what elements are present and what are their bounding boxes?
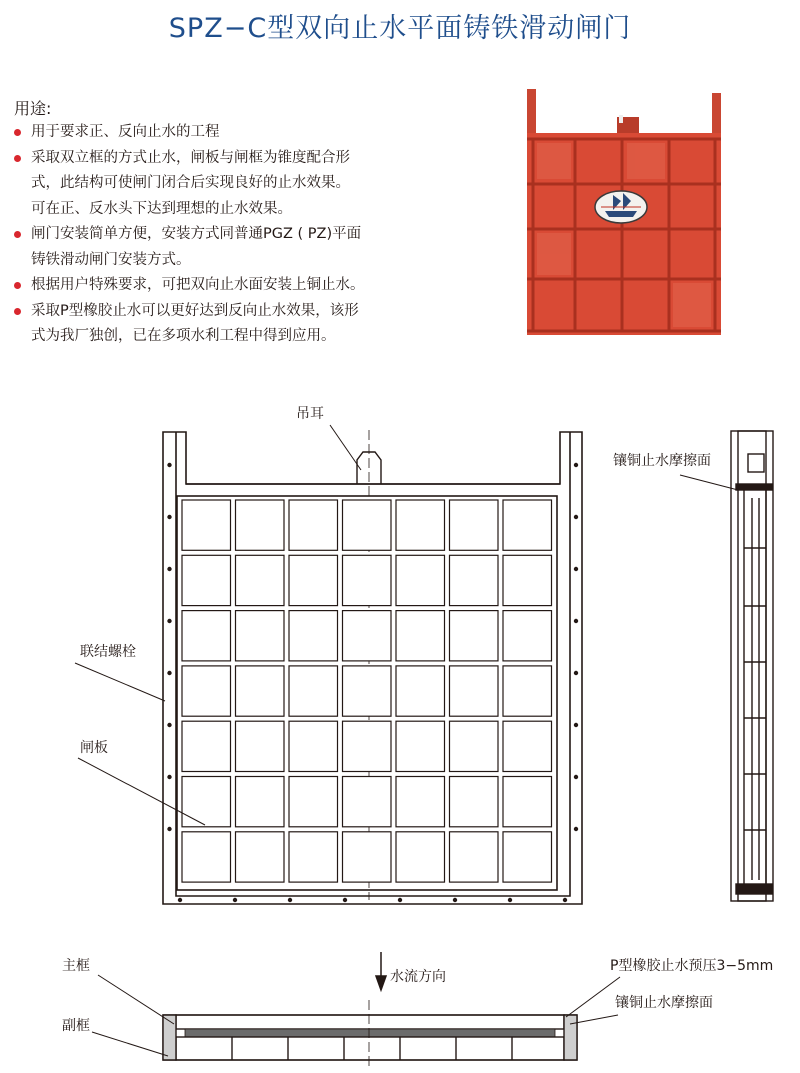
grid-cell xyxy=(236,666,285,716)
grid-cell xyxy=(182,555,231,605)
bolt-icon xyxy=(574,463,578,467)
usage-item-line: 铸铁滑动闸门安装方式。 xyxy=(31,251,191,268)
grid-cell xyxy=(503,611,552,661)
bolt-icon xyxy=(563,898,567,902)
grid-cell xyxy=(503,666,552,716)
grid-cell xyxy=(343,832,392,882)
bolt-icon xyxy=(508,898,512,902)
bolt-icon xyxy=(167,463,171,467)
grid-cell xyxy=(236,777,285,827)
grid-cell xyxy=(503,832,552,882)
grid-cell xyxy=(503,721,552,771)
bolt-icon xyxy=(167,775,171,779)
grid-cell xyxy=(182,500,231,550)
grid-cell xyxy=(236,500,285,550)
usage-item-line: 采取双立框的方式止水，闸板与闸框为锥度配合形 xyxy=(31,149,350,166)
grid-cell xyxy=(343,611,392,661)
label-flow-direction: 水流方向 xyxy=(390,969,446,985)
grid-cell xyxy=(289,777,338,827)
grid-cell xyxy=(289,832,338,882)
grid-cell xyxy=(396,666,445,716)
bolt-icon xyxy=(574,723,578,727)
side-view xyxy=(731,431,773,901)
bullet-dot-icon xyxy=(14,308,21,315)
grid-cell xyxy=(343,777,392,827)
bolt-icon xyxy=(574,827,578,831)
grid-cell xyxy=(396,832,445,882)
flow-arrow xyxy=(376,952,386,990)
grid-cell xyxy=(343,500,392,550)
bolt-icon xyxy=(574,619,578,623)
grid-cell xyxy=(503,500,552,550)
plan-view xyxy=(163,1000,577,1068)
bullet-dot-icon xyxy=(14,129,21,136)
bolt-icon xyxy=(167,619,171,623)
usage-item-line: 式为我厂独创，已在多项水利工程中得到应用。 xyxy=(31,328,336,344)
bolt-icon xyxy=(453,898,457,902)
grid-cell xyxy=(503,777,552,827)
grid-cell xyxy=(289,721,338,771)
grid-cell xyxy=(396,721,445,771)
label-gate-plate: 闸板 xyxy=(80,740,108,756)
grid-cell xyxy=(450,555,499,605)
usage-item-line: 可在正、反水头下达到理想的止水效果。 xyxy=(31,200,292,217)
usage-item xyxy=(14,273,444,299)
bolt-icon xyxy=(574,671,578,675)
grid-cell xyxy=(450,721,499,771)
usage-item-line: 用于要求正、反向止水的工程 xyxy=(31,124,220,140)
bolt-icon xyxy=(398,898,402,902)
label-connecting-bolt: 联结螺栓 xyxy=(80,644,136,660)
grid-cell xyxy=(343,555,392,605)
grid-cell xyxy=(289,666,338,716)
label-p-seal: P型橡胶止水预压3−5mm xyxy=(610,958,774,974)
bolt-icon xyxy=(574,515,578,519)
bolt-icon xyxy=(178,898,182,902)
grid-cell xyxy=(236,832,285,882)
grid-cell xyxy=(289,611,338,661)
grid-cell xyxy=(182,611,231,661)
label-main-frame: 主框 xyxy=(62,958,90,974)
grid-cell xyxy=(343,721,392,771)
bullet-dot-icon xyxy=(14,282,21,289)
bolt-icon xyxy=(574,567,578,571)
bolt-icon xyxy=(233,898,237,902)
label-lifting-lug: 吊耳 xyxy=(296,406,324,422)
grid-cell xyxy=(450,611,499,661)
grid-cell xyxy=(450,500,499,550)
usage-item-line: 式，此结构可使闸门闭合后实现良好的止水效果。 xyxy=(31,175,350,191)
grid-cell xyxy=(396,611,445,661)
bolt-icon xyxy=(167,827,171,831)
grid-cell xyxy=(182,721,231,771)
label-copper-face-bottom: 镶铜止水摩擦面 xyxy=(615,995,713,1011)
grid-cell xyxy=(396,777,445,827)
usage-item-line: 闸门安装简单方便，安装方式同普通PGZ ( PZ)平面 xyxy=(31,226,362,242)
grid-cell xyxy=(236,721,285,771)
label-copper-face-side: 镶铜止水摩擦面 xyxy=(613,453,711,469)
grid-cell xyxy=(182,666,231,716)
gate-photo xyxy=(523,89,733,337)
usage-item-line: 采取P型橡胶止水可以更好达到反向止水效果，该形 xyxy=(31,302,359,319)
technical-drawing xyxy=(0,400,800,1073)
grid-cell xyxy=(182,777,231,827)
grid-cell xyxy=(236,611,285,661)
grid-cell xyxy=(450,832,499,882)
bolt-icon xyxy=(167,671,171,675)
bolt-icon xyxy=(288,898,292,902)
grid-cell xyxy=(236,555,285,605)
bolt-icon xyxy=(167,723,171,727)
bolt-icon xyxy=(574,775,578,779)
grid-cell xyxy=(396,555,445,605)
grid-cell xyxy=(450,666,499,716)
usage-heading: 用途: xyxy=(14,99,52,118)
bullet-dot-icon xyxy=(14,231,21,238)
page-title: SPZ−C型双向止水平面铸铁滑动闸门 xyxy=(168,13,632,44)
grid-cell xyxy=(289,555,338,605)
usage-item xyxy=(14,120,444,146)
grid-cell xyxy=(503,555,552,605)
grid-cell xyxy=(450,777,499,827)
bullet-dot-icon xyxy=(14,155,21,162)
bolt-icon xyxy=(167,567,171,571)
usage-item-line: 根据用户特殊要求，可把双向止水面安装上铜止水。 xyxy=(31,277,365,293)
grid-cell xyxy=(396,500,445,550)
usage-list xyxy=(14,120,444,350)
grid-cell xyxy=(343,666,392,716)
usage-item xyxy=(14,299,444,350)
grid-cell xyxy=(289,500,338,550)
gate-grid xyxy=(182,500,552,882)
usage-item xyxy=(14,146,444,223)
bolt-icon xyxy=(343,898,347,902)
bolt-icon xyxy=(167,515,171,519)
grid-cell xyxy=(182,832,231,882)
label-sub-frame: 副框 xyxy=(62,1018,90,1034)
usage-item xyxy=(14,222,444,273)
